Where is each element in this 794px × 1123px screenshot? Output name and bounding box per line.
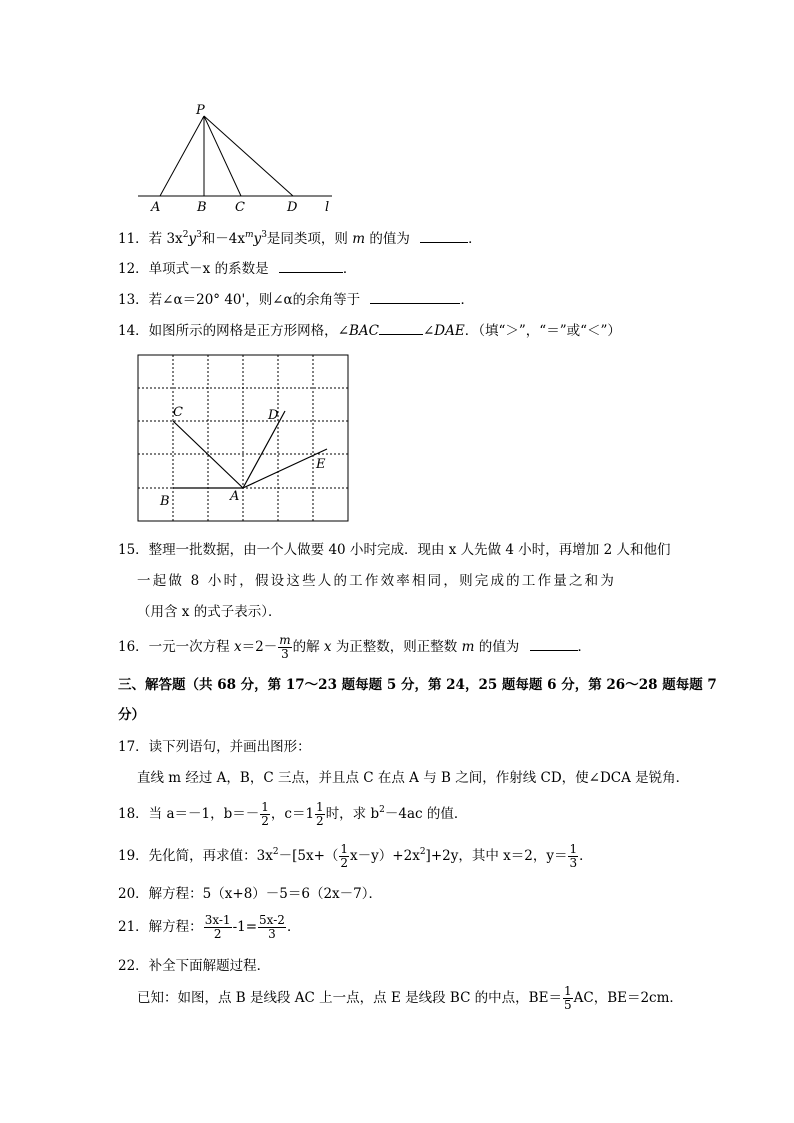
fraction-5x-2-over-3: $\frac{5x-2}{3}$ — [259, 913, 285, 941]
question-21: 21．解方程： $\frac{3x-1}{2}$ -1= $\frac{5x-2}{3}$ ． — [118, 913, 301, 941]
label-c: C — [235, 200, 245, 215]
label-d: D — [287, 200, 298, 215]
question-17: 17．读下列语句，并画出图形： — [118, 739, 311, 755]
question-22-given: 已知：如图，点 B 是线段 AC 上一点，点 E 是线段 BC 的中点，BE＝ $\frac{1}{5}$ AC，BE＝2cm． — [137, 984, 683, 1012]
question-22: 22．补全下面解题过程． — [118, 958, 271, 974]
figure-point-p-lines — [135, 100, 335, 218]
question-12: 12．单项式－x 的系数是 ． — [118, 261, 357, 277]
question-11: 11．若 $3x^2y^3$和$-4x^my^3$是同类项，则 m 的值为 ． — [118, 230, 482, 247]
segment-pc — [204, 116, 241, 196]
answer-blank-12[interactable] — [279, 259, 343, 273]
segment-pa — [160, 116, 204, 196]
grid-label-c: C — [173, 405, 183, 420]
answer-blank-11[interactable] — [420, 229, 468, 243]
question-15-line-2: 一起做 8 小时，假设这些人的工作效率相同，则完成的工作量之和为 — [137, 573, 617, 589]
question-17-body: 直线 m 经过 A，B，C 三点，并且点 C 在点 A 与 B 之间，作射线 CD，使∠DCA 是锐角． — [137, 770, 690, 786]
segment-pd — [204, 116, 293, 196]
question-15-line-3: （用含 x 的式子表示）． — [137, 604, 282, 620]
fraction-3x-1-over-2: $\frac{3x-1}{2}$ — [204, 913, 231, 941]
label-l: l — [325, 200, 330, 215]
answer-blank-13[interactable] — [370, 290, 460, 304]
question-16: 16．一元一次方程 x＝2－ $\frac{m}{3}$ 的解 x 为正整数，则正整数 m 的值为 ． — [118, 633, 592, 661]
fraction-one-half: $\frac{1}{2}$ — [261, 800, 269, 828]
figure-grid-angles — [135, 352, 353, 524]
fraction-one-third: $\frac{1}{3}$ — [569, 842, 578, 870]
fraction-one-half-2: $\frac{1}{2}$ — [316, 800, 324, 828]
fraction-one-fifth: $\frac{1}{5}$ — [563, 984, 572, 1012]
section-3-heading-cont: 分） — [118, 707, 145, 723]
question-14: 14．如图所示的网格是正方形网格，∠BAC ∠DAE．（填“＞”，“＝”或“＜”） — [118, 323, 621, 339]
label-p: P — [196, 103, 205, 118]
question-15-line-1: 15．整理一批数据，由一个人做要 40 小时完成．现由 x 人先做 4 小时，再增加 2 人和他们 — [118, 542, 671, 558]
ray-ad — [243, 411, 285, 488]
grid-label-d: D — [268, 408, 279, 423]
grid-label-a: A — [230, 489, 240, 504]
question-13: 13．若∠α＝20° 40'，则∠α的余角等于 ． — [118, 292, 474, 308]
label-b: B — [197, 200, 207, 215]
question-20: 20．解方程：5（x+8）－5＝6（2x－7）． — [118, 886, 383, 902]
fraction-one-half-3: $\frac{1}{2}$ — [340, 842, 349, 870]
answer-blank-16[interactable] — [530, 637, 578, 651]
question-18: 18．当 a＝－1，b＝－ $\frac{1}{2}$ ，c＝1 $\frac{1}{2}$ 时，求 $b^2-4ac$ 的值． — [118, 800, 468, 828]
grid-label-e: E — [316, 457, 326, 472]
grid-label-b: B — [160, 494, 170, 509]
answer-blank-14[interactable] — [379, 321, 423, 335]
section-3-heading: 三、解答题（共 68 分，第 17～23 题每题 5 分，第 24，25 题每题 6 分，第 26～28 题每题 7 — [118, 677, 717, 693]
fraction-m-over-3: $\frac{m}{3}$ — [279, 633, 291, 661]
label-a: A — [151, 200, 161, 215]
question-19: 19．先化简，再求值：$3x^2-[5x+$（ $\frac{1}{2}$ $x-y)+2x^2]+2y$，其中 x＝2，y＝ $\frac{1}{3}$ ． — [118, 842, 593, 870]
ray-ae — [243, 449, 327, 488]
